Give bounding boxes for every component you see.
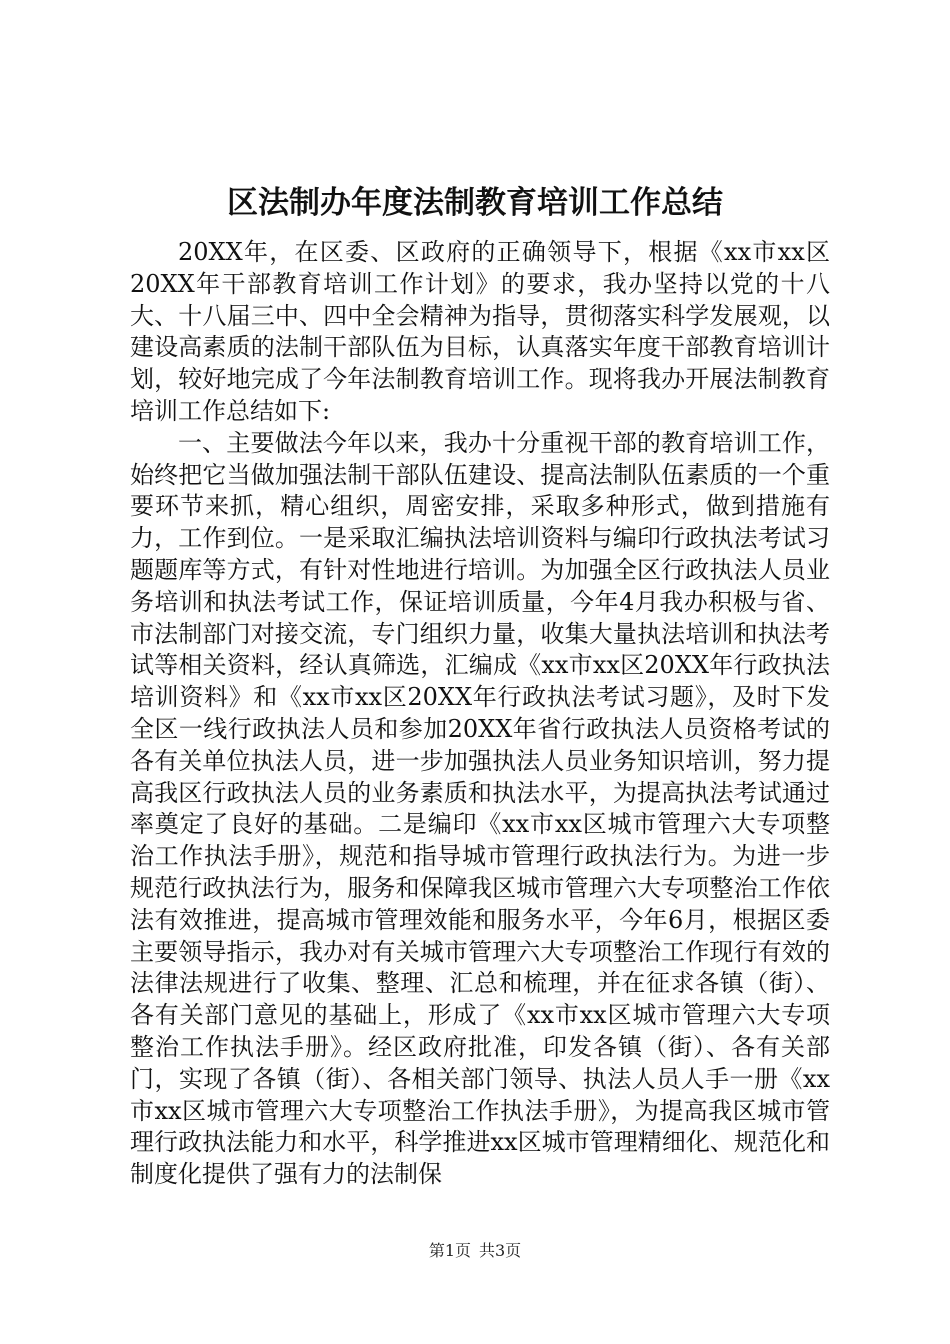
document-body	[130, 237, 830, 1191]
page-number: 第1页	[428, 1241, 471, 1260]
page-total: 共3页	[479, 1241, 522, 1260]
paragraph-intro: 20XX年，在区委、区政府的正确领导下，根据《xx市xx区20XX年干部教育培训工作计划》的要求，我办坚持以党的十八大、十八届三中、四中全会精神为指导，贯彻落实科学发展观，以建设高素质的法制干部队伍为目标，认真落实年度干部教育培训计划，较好地完成了今年法制教育培训工作。现将我办开展法制教育培训工作总结如下:	[130, 238, 830, 425]
page-footer	[0, 1240, 950, 1262]
paragraph-main-practices: 一、主要做法今年以来，我办十分重视干部的教育培训工作，始终把它当做加强法制干部队伍建设、提高法制队伍素质的一个重要环节来抓，精心组织，周密安排，采取多种形式，做到措施有力，工作到位。一是采取汇编执法培训资料与编印行政执法考试习题题库等方式，有针对性地进行培训。为加强全区行政执法人员业务培训和执法考试工作，保证培训质量，今年4月我办积极与省、市法制部门对接交流，专门组织力量，收集大量执法培训和执法考试等相关资料，经认真筛选，汇编成《xx市xx区20XX年行政执法培训资料》和《xx市xx区20XX年行政执法考试习题》，及时下发全区一线行政执法人员和参加20XX年省行政执法人员资格考试的各有关单位执法人员，进一步加强执法人员业务知识培训，努力提高我区行政执法人员的业务素质和执法水平，为提高执法考试通过率奠定了良好的基础。二是编印《xx市xx区城市管理六大专项整治工作执法手册》，规范和指导城市管理行政执法行为。为进一步规范行政执法行为，服务和保障我区城市管理六大专项整治工作依法有效推进，提高城市管理效能和服务水平，今年6月，根据区委主要领导指示，我办对有关城市管理六大专项整治工作现行有效的法律法规进行了收集、整理、汇总和梳理，并在征求各镇（街）、各有关部门意见的基础上，形成了《xx市xx区城市管理六大专项整治工作执法手册》。经区政府批准，印发各镇（街）、各有关部门，实现了各镇（街）、各相关部门领导、执法人员人手一册《xx市xx区城市管理六大专项整治工作执法手册》，为提高我区城市管理行政执法能力和水平，科学推进xx区城市管理精细化、规范化和制度化提供了强有力的法制保	[130, 428, 830, 1189]
document-title: 区法制办年度法制教育培训工作总结	[227, 185, 723, 221]
